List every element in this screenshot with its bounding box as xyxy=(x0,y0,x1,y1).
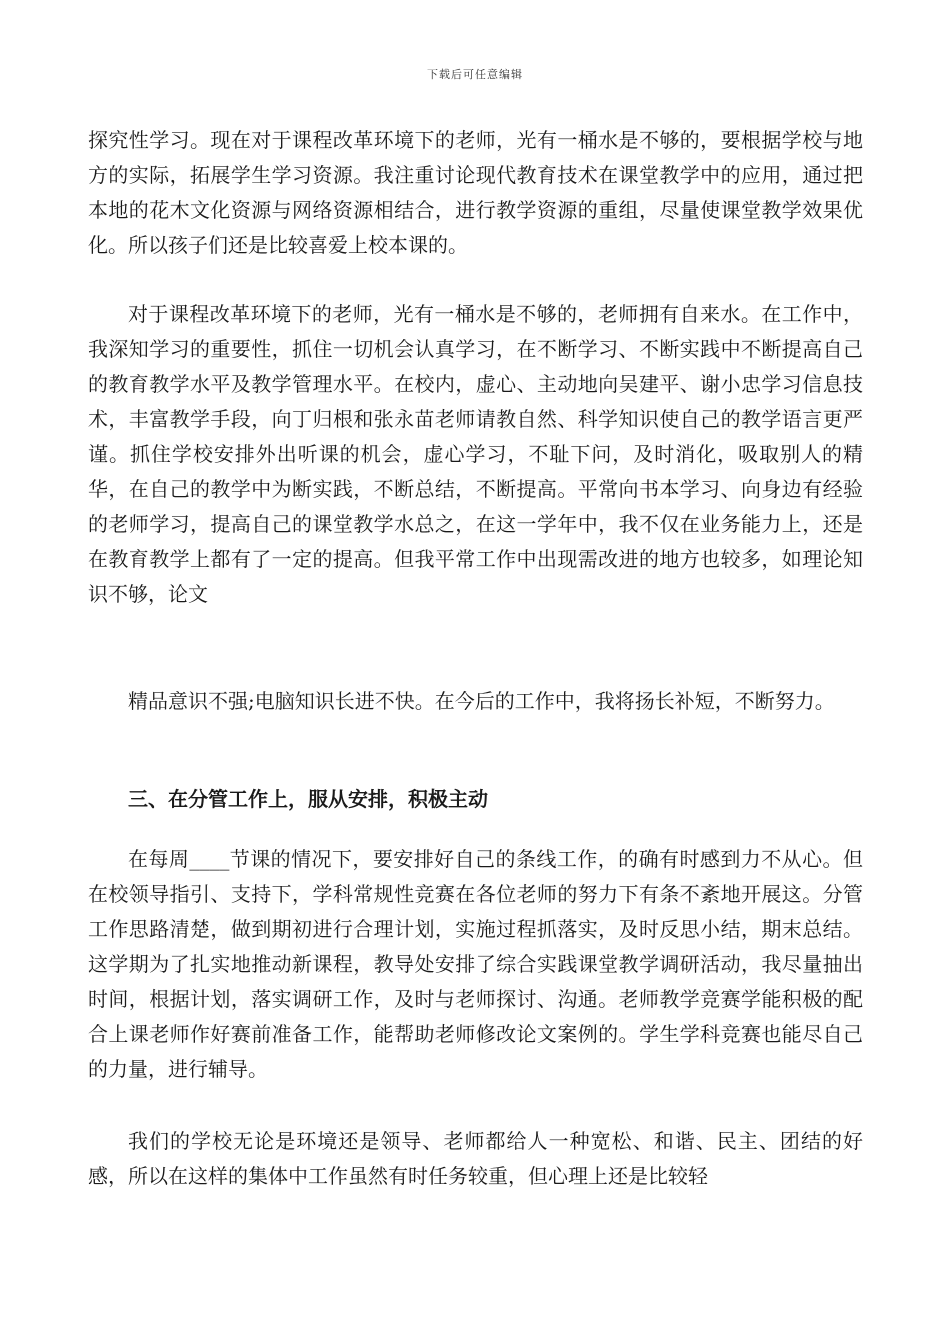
paragraph-5: 我们的学校无论是环境还是领导、老师都给人一种宽松、和谐、民主、团结的好感，所以在这样的集体中工作虽然有时任务较重，但心理上还是比较轻 xyxy=(88,1129,863,1188)
paragraph-4: 在每周____节课的情况下，要安排好自己的条线工作，的确有时感到力不从心。但在校领导指引、支持下，学科常规性竞赛在各位老师的努力下有条不紊地开展这。分管工作思路清楚，做到期初进行合理计划，实施过程抓落实，及时反思小结，期末总结。这学期为了扎实地推动新课程，教导处安排了综合实践课堂教学调研活动，我尽量抽出时间，根据计划，落实调研工作，及时与老师探讨、沟通。老师教学竞赛学能积极的配合上课老师作好赛前准备工作，能帮助老师修改论文案例的。学生学科竞赛也能尽自己的力量，进行辅导。 xyxy=(88,847,863,1081)
paragraph-2: 对于课程改革环境下的老师，光有一桶水是不够的，老师拥有自来水。在工作中，我深知学习的重要性，抓住一切机会认真学习，在不断学习、不断实践中不断提高自己的教育教学水平及教学管理水平。在校内，虚心、主动地向吴建平、谢小忠学习信息技术，丰富教学手段，向丁归根和张永苗老师请教自然、科学知识使自己的教学语言更严谨。抓住学校安排外出听课的机会，虚心学习，不耻下问，及时消化，吸取别人的精华，在自己的教学中为断实践，不断总结，不断提高。平常向书本学习、向身边有经验的老师学习，提高自己的课堂教学水总之，在这一学年中，我不仅在业务能力上，还是在教育教学上都有了一定的提高。但我平常工作中出现需改进的地方也较多，如理论知识不够，论文 xyxy=(88,302,863,606)
paragraph-3: 精品意识不强;电脑知识长进不快。在今后的工作中，我将扬长补短，不断努力。 xyxy=(128,689,835,713)
paragraph-1: 探究性学习。现在对于课程改革环境下的老师，光有一桶水是不够的，要根据学校与地方的实际，拓展学生学习资源。我注重讨论现代教育技术在课堂教学中的应用，通过把本地的花木文化资源与网络资源相结合，进行教学资源的重组，尽量使课堂教学效果优化。所以孩子们还是比较喜爱上校本课的。 xyxy=(88,128,863,257)
section-heading: 三、在分管工作上，服从安排，积极主动 xyxy=(128,787,488,811)
page-header: 下载后可任意编辑 xyxy=(427,68,523,81)
